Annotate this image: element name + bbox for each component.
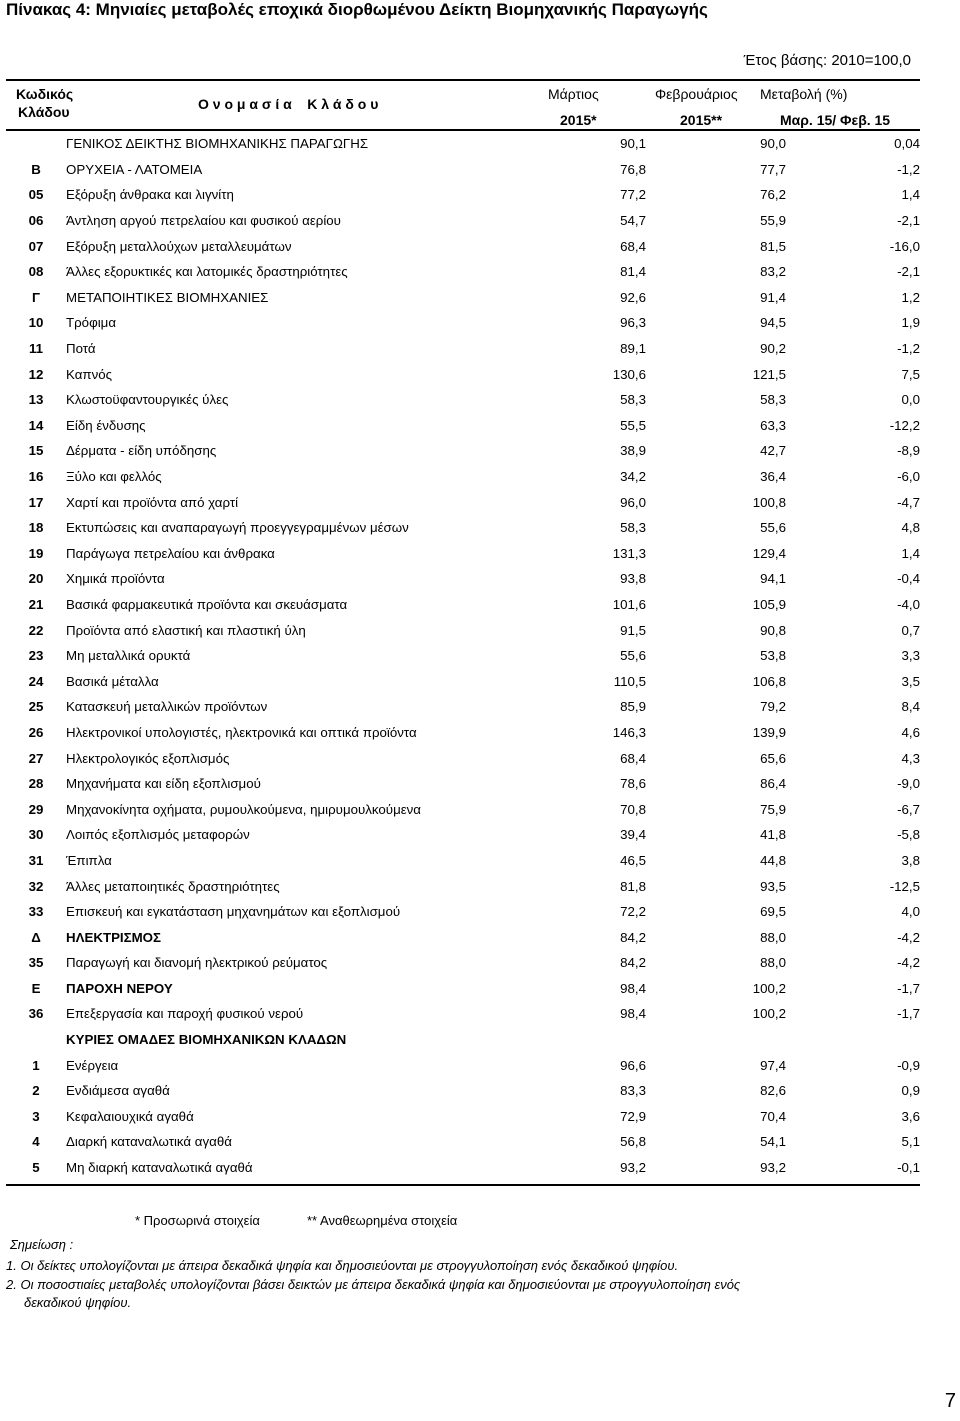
row-march-value: 34,2 (620, 469, 646, 485)
row-code: 14 (28, 417, 44, 433)
row-march-value: 98,4 (620, 1006, 646, 1022)
row-change-value: 4,3 (901, 750, 920, 766)
row-february-value: 100,2 (752, 980, 786, 996)
row-name: Κατασκευή μεταλλικών προϊόντων (66, 699, 268, 715)
row-change-value: 1,9 (901, 315, 920, 331)
row-march-value: 84,2 (620, 929, 646, 945)
table-row (6, 1129, 920, 1155)
row-change-value: -4,2 (897, 929, 920, 945)
row-march-value: 146,3 (612, 724, 646, 740)
row-code: 08 (28, 264, 44, 280)
row-february-value: 88,0 (760, 955, 786, 971)
row-name: Μηχανήματα και είδη εξοπλισμού (66, 776, 261, 792)
row-march-value: 96,0 (620, 494, 646, 510)
footnote-provisional: * Προσωρινά στοιχεία (135, 1213, 260, 1228)
row-change-value: -1,7 (897, 1006, 920, 1022)
row-change-value: -0,1 (897, 1160, 920, 1176)
row-march-value: 55,5 (620, 417, 646, 433)
row-march-value: 68,4 (620, 238, 646, 254)
row-name: Άλλες μεταποιητικές δραστηριότητες (66, 878, 280, 894)
table-row (6, 796, 920, 822)
row-name: Παράγωγα πετρελαίου και άνθρακα (66, 545, 275, 561)
row-code: 11 (28, 341, 44, 357)
row-change-value: 0,0 (901, 392, 920, 408)
header-name: Ο ν ο μ α σ ί α Κ λ ά δ ο υ (198, 96, 379, 112)
row-code (6, 1027, 66, 1053)
table-row (6, 310, 920, 336)
row-change-value: 3,5 (901, 673, 920, 689)
header-col2-year: 2015** (680, 112, 723, 128)
row-march-value: 83,3 (620, 1083, 646, 1099)
table-row (6, 1052, 920, 1078)
row-march-value: 58,3 (620, 520, 646, 536)
row-february-value: 63,3 (760, 417, 786, 433)
table-row (6, 208, 920, 234)
row-february-value: 93,5 (760, 878, 786, 894)
row-february-value: 88,0 (760, 929, 786, 945)
row-february-value: 86,4 (760, 776, 786, 792)
row-name: ΠΑΡΟΧΗ ΝΕΡΟΥ (66, 980, 173, 996)
table-row (6, 592, 920, 618)
row-february-value: 76,2 (760, 187, 786, 203)
row-february-value: 105,9 (752, 596, 786, 612)
page-title: Πίνακας 4: Μηνιαίες μεταβολές εποχικά διορθωμένου Δείκτη Βιομηχανικής Παραγωγής (6, 0, 708, 19)
row-code: 33 (28, 904, 44, 920)
row-february-value: 77,7 (760, 161, 786, 177)
row-code: 19 (28, 545, 44, 561)
table-row (6, 924, 920, 950)
table-bottom-rule (6, 1184, 920, 1186)
row-code: 06 (28, 213, 44, 229)
row-march-value: 39,4 (620, 827, 646, 843)
row-march-value: 81,4 (620, 264, 646, 280)
row-code: 12 (28, 366, 44, 382)
table-row (6, 387, 920, 413)
row-march-value: 92,6 (620, 289, 646, 305)
row-name: Χημικά προϊόντα (66, 571, 165, 587)
row-name: Μη μεταλλικά ορυκτά (66, 648, 191, 664)
row-change-value: 4,0 (901, 904, 920, 920)
row-change-value: -4,0 (897, 596, 920, 612)
row-february-value: 53,8 (760, 648, 786, 664)
table-row (6, 1027, 920, 1053)
row-name: Μη διαρκή καταναλωτικά αγαθά (66, 1160, 253, 1176)
row-change-value (786, 1027, 920, 1053)
row-change-value: 0,7 (901, 622, 920, 638)
row-name: ΚΥΡΙΕΣ ΟΜΑΔΕΣ ΒΙΟΜΗΧΑΝΙΚΩΝ ΚΛΑΔΩΝ (66, 1032, 347, 1048)
row-march-value: 101,6 (612, 596, 646, 612)
row-name: Ενδιάμεσα αγαθά (66, 1083, 170, 1099)
table-row (6, 950, 920, 976)
row-change-value: 0,9 (901, 1083, 920, 1099)
row-change-value: 3,3 (901, 648, 920, 664)
row-name: Τρόφιμα (66, 315, 117, 331)
row-change-value: -0,4 (897, 571, 920, 587)
table-row (6, 1078, 920, 1104)
row-name: ΗΛΕΚΤΡΙΣΜΟΣ (66, 929, 162, 945)
row-march-value: 46,5 (620, 852, 646, 868)
table-row (6, 566, 920, 592)
row-code: 23 (28, 648, 44, 664)
row-march-value: 110,5 (613, 673, 646, 689)
header-col3-title: Μεταβολή (%) (760, 86, 848, 102)
row-change-value: -2,1 (897, 264, 920, 280)
row-change-value: -4,2 (897, 955, 920, 971)
table-row (6, 438, 920, 464)
row-change-value: -6,0 (897, 469, 920, 485)
table-row (6, 131, 920, 157)
note-2-line2: δεκαδικού ψηφίου. (24, 1295, 132, 1310)
row-change-value: 4,8 (901, 520, 920, 536)
row-march-value: 56,8 (620, 1134, 646, 1150)
row-change-value: -1,2 (897, 341, 920, 357)
row-february-value: 90,0 (760, 136, 786, 152)
row-march-value: 78,6 (620, 776, 646, 792)
row-february-value: 106,8 (752, 673, 786, 689)
row-march-value: 68,4 (620, 750, 646, 766)
row-name: Καπνός (66, 366, 113, 382)
row-change-value: -9,0 (897, 776, 920, 792)
row-change-value: 1,4 (901, 545, 920, 561)
row-february-value: 100,8 (752, 494, 786, 510)
row-name: Διαρκή καταναλωτικά αγαθά (66, 1134, 232, 1150)
row-march-value: 91,5 (620, 622, 646, 638)
row-change-value: 1,4 (901, 187, 920, 203)
row-code: 05 (28, 187, 44, 203)
row-march-value: 76,8 (620, 161, 646, 177)
row-march-value: 131,3 (612, 545, 646, 561)
row-code: 31 (28, 852, 44, 868)
row-march-value: 38,9 (620, 443, 646, 459)
table-row (6, 233, 920, 259)
row-name: Προϊόντα από ελαστική και πλαστική ύλη (66, 622, 306, 638)
row-march-value: 93,2 (620, 1160, 646, 1176)
row-march-value: 90,1 (620, 136, 646, 152)
row-change-value: -12,5 (889, 878, 920, 894)
row-march-value: 55,6 (620, 648, 646, 664)
row-february-value: 100,2 (752, 1006, 786, 1022)
row-february-value: 90,2 (760, 341, 786, 357)
row-change-value: -1,2 (897, 161, 920, 177)
row-code: 10 (28, 315, 44, 331)
row-name: Βασικά φαρμακευτικά προϊόντα και σκευάσματα (66, 596, 348, 612)
row-code: 22 (28, 622, 44, 638)
row-change-value: -6,7 (897, 801, 920, 817)
header-code-line2: Κλάδου (18, 104, 70, 120)
row-change-value: 3,6 (901, 1108, 920, 1124)
row-name: Επεξεργασία και παροχή φυσικού νερού (66, 1006, 304, 1022)
note-2-line1: 2. Οι ποσοστιαίες μεταβολές υπολογίζονται βάσει δεικτών με άπειρα δεκαδικά ψηφία και δημοσιεύονται με στρογγυλοποίηση ενός (6, 1277, 741, 1292)
row-february-value: 121,5 (752, 366, 786, 382)
row-code: 21 (28, 596, 44, 612)
table-row (6, 1104, 920, 1130)
row-name: Κεφαλαιουχικά αγαθά (66, 1108, 194, 1124)
table-row (6, 285, 920, 311)
row-march-value: 84,2 (620, 955, 646, 971)
row-change-value: 0,04 (894, 136, 920, 152)
table-row (6, 157, 920, 183)
table-row (6, 1001, 920, 1027)
table-row (6, 668, 920, 694)
row-change-value: 8,4 (901, 699, 920, 715)
row-february-value: 55,9 (760, 213, 786, 229)
row-name: Μηχανοκίνητα οχήματα, ρυμουλκούμενα, ημιρυμουλκούμενα (66, 801, 421, 817)
table-row (6, 745, 920, 771)
row-change-value: -8,9 (897, 443, 920, 459)
row-name: Ποτά (66, 341, 96, 357)
row-change-value: 4,6 (901, 724, 920, 740)
header-top-rule (6, 79, 920, 81)
row-february-value: 70,4 (760, 1108, 786, 1124)
row-code: Γ (32, 289, 40, 305)
page-number: 7 (944, 1390, 956, 1412)
row-code: 25 (28, 699, 44, 715)
table-row (6, 873, 920, 899)
row-change-value: 3,8 (901, 852, 920, 868)
row-february-value: 90,8 (760, 622, 786, 638)
row-name: Άντληση αργού πετρελαίου και φυσικού αερίου (66, 213, 341, 229)
row-name: Βασικά μέταλλα (66, 673, 159, 689)
row-february-value: 97,4 (760, 1057, 786, 1073)
row-march-value: 96,3 (620, 315, 646, 331)
table-row (6, 848, 920, 874)
row-code: 32 (28, 878, 44, 894)
row-name: Ηλεκτρολογικός εξοπλισμός (66, 750, 230, 766)
row-name: Κλωστοϋφαντουργικές ύλες (66, 392, 229, 408)
row-name: Δέρματα - είδη υπόδησης (66, 443, 217, 459)
row-february-value: 42,7 (760, 443, 786, 459)
row-code: 20 (28, 571, 44, 587)
row-change-value: -4,7 (897, 494, 920, 510)
table-row (6, 1155, 920, 1181)
row-name: Ξύλο και φελλός (66, 469, 162, 485)
row-change-value: -0,9 (897, 1057, 920, 1073)
row-code: 27 (28, 750, 44, 766)
table-row (6, 464, 920, 490)
row-code: 3 (32, 1108, 40, 1124)
row-code: 36 (28, 1006, 44, 1022)
row-change-value: 7,5 (901, 366, 920, 382)
row-name: Ηλεκτρονικοί υπολογιστές, ηλεκτρονικά και οπτικά προϊόντα (66, 724, 417, 740)
row-code: 28 (28, 776, 44, 792)
row-change-value: 1,2 (901, 289, 920, 305)
row-name: Εκτυπώσεις και αναπαραγωγή προεγγεγραμμένων μέσων (66, 520, 409, 536)
row-change-value: -12,2 (889, 417, 920, 433)
row-february-value: 41,8 (760, 827, 786, 843)
row-code: 17 (28, 494, 44, 510)
row-february-value: 65,6 (760, 750, 786, 766)
table-row (6, 361, 920, 387)
row-february-value: 94,1 (760, 571, 786, 587)
row-code: 26 (28, 724, 44, 740)
table-row (6, 259, 920, 285)
row-march-value: 81,8 (620, 878, 646, 894)
row-code: 30 (28, 827, 44, 843)
row-march-value: 58,3 (620, 392, 646, 408)
row-name: Άλλες εξορυκτικές και λατομικές δραστηριότητες (66, 264, 348, 280)
table-row (6, 720, 920, 746)
table-row (6, 182, 920, 208)
row-march-value: 54,7 (620, 213, 646, 229)
table-row (6, 617, 920, 643)
row-code: 4 (32, 1134, 40, 1150)
row-name: Έπιπλα (66, 852, 112, 868)
row-february-value: 58,3 (760, 392, 786, 408)
row-change-value: 5,1 (901, 1134, 920, 1150)
table-row (6, 694, 920, 720)
row-code: 35 (28, 955, 44, 971)
base-year: Έτος βάσης: 2010=100,0 (743, 52, 911, 69)
row-code: 16 (28, 469, 44, 485)
row-code: Ε (31, 980, 41, 996)
row-change-value: -16,0 (889, 238, 920, 254)
row-march-value: 72,2 (620, 904, 646, 920)
row-february-value: 55,6 (760, 520, 786, 536)
header-col3-sub: Μαρ. 15/ Φεβ. 15 (780, 112, 891, 128)
table-row (6, 822, 920, 848)
row-code: Β (31, 161, 41, 177)
row-code: 07 (28, 238, 44, 254)
row-name: Λοιπός εξοπλισμός μεταφορών (66, 827, 250, 843)
table-row (6, 515, 920, 541)
row-february-value (646, 1027, 786, 1053)
row-code: 2 (32, 1083, 40, 1099)
row-march-value: 72,9 (620, 1108, 646, 1124)
footnote-revised: ** Αναθεωρημένα στοιχεία (307, 1213, 458, 1228)
row-code: 15 (28, 443, 44, 459)
row-name: Χαρτί και προϊόντα από χαρτί (66, 494, 239, 510)
row-february-value: 91,4 (760, 289, 786, 305)
row-march-value: 96,6 (620, 1057, 646, 1073)
row-name: Ενέργεια (66, 1057, 119, 1073)
row-february-value: 139,9 (752, 724, 786, 740)
row-february-value: 83,2 (760, 264, 786, 280)
table-row (6, 771, 920, 797)
row-code: 5 (32, 1160, 40, 1176)
row-code: 1 (32, 1057, 40, 1073)
note-1: 1. Οι δείκτες υπολογίζονται με άπειρα δεκαδικά ψηφία και δημοσιεύονται με στρογγυλοποίηση ενός δεκαδικού ψηφίου. (6, 1258, 679, 1273)
row-march-value: 130,6 (612, 366, 646, 382)
row-code: 18 (28, 520, 44, 536)
data-table (6, 131, 920, 1180)
row-name: Επισκευή και εγκατάσταση μηχανημάτων και εξοπλισμού (66, 904, 401, 920)
row-march-value (516, 1027, 646, 1053)
row-february-value: 79,2 (760, 699, 786, 715)
header-col2-month: Φεβρουάριος (655, 86, 738, 102)
table-row (6, 489, 920, 515)
row-march-value: 70,8 (620, 801, 646, 817)
note-label: Σημείωση : (10, 1237, 74, 1252)
row-change-value: -5,8 (897, 827, 920, 843)
row-february-value: 69,5 (760, 904, 786, 920)
table-row (6, 976, 920, 1002)
row-march-value: 98,4 (620, 980, 646, 996)
row-march-value: 85,9 (620, 699, 646, 715)
row-february-value: 81,5 (760, 238, 786, 254)
row-february-value: 129,4 (752, 545, 786, 561)
table-row (6, 336, 920, 362)
header-code-line1: Κωδικός (16, 86, 74, 102)
row-february-value: 82,6 (760, 1083, 786, 1099)
header-col1-year: 2015* (560, 112, 597, 128)
row-february-value: 54,1 (760, 1134, 786, 1150)
row-february-value: 44,8 (760, 852, 786, 868)
row-february-value: 75,9 (760, 801, 786, 817)
row-march-value: 93,8 (620, 571, 646, 587)
row-name: Εξόρυξη μεταλλούχων μεταλλευμάτων (66, 238, 292, 254)
header-col1-month: Μάρτιος (548, 86, 599, 102)
table-row (6, 541, 920, 567)
row-february-value: 94,5 (760, 315, 786, 331)
table-row (6, 899, 920, 925)
row-change-value: -1,7 (897, 980, 920, 996)
row-february-value: 36,4 (760, 469, 786, 485)
row-code: 13 (28, 392, 44, 408)
row-name: ΜΕΤΑΠΟΙΗΤΙΚΕΣ ΒΙΟΜΗΧΑΝΙΕΣ (66, 289, 269, 305)
row-name: Είδη ένδυσης (66, 417, 146, 433)
row-change-value: -2,1 (897, 213, 920, 229)
table-row (6, 413, 920, 439)
row-march-value: 89,1 (620, 341, 646, 357)
row-code: 24 (28, 673, 44, 689)
table-row (6, 643, 920, 669)
row-february-value: 93,2 (760, 1160, 786, 1176)
row-name: ΟΡΥΧΕΙΑ - ΛΑΤΟΜΕΙΑ (66, 161, 203, 177)
row-code: 29 (28, 801, 44, 817)
row-name: Παραγωγή και διανομή ηλεκτρικού ρεύματος (66, 955, 328, 971)
row-name: ΓΕΝΙΚΟΣ ΔΕΙΚΤΗΣ ΒΙΟΜΗΧΑΝΙΚΗΣ ΠΑΡΑΓΩΓΗΣ (66, 136, 369, 152)
row-march-value: 77,2 (620, 187, 646, 203)
row-code (6, 131, 66, 157)
row-name: Εξόρυξη άνθρακα και λιγνίτη (66, 187, 234, 203)
row-code: Δ (31, 929, 41, 945)
